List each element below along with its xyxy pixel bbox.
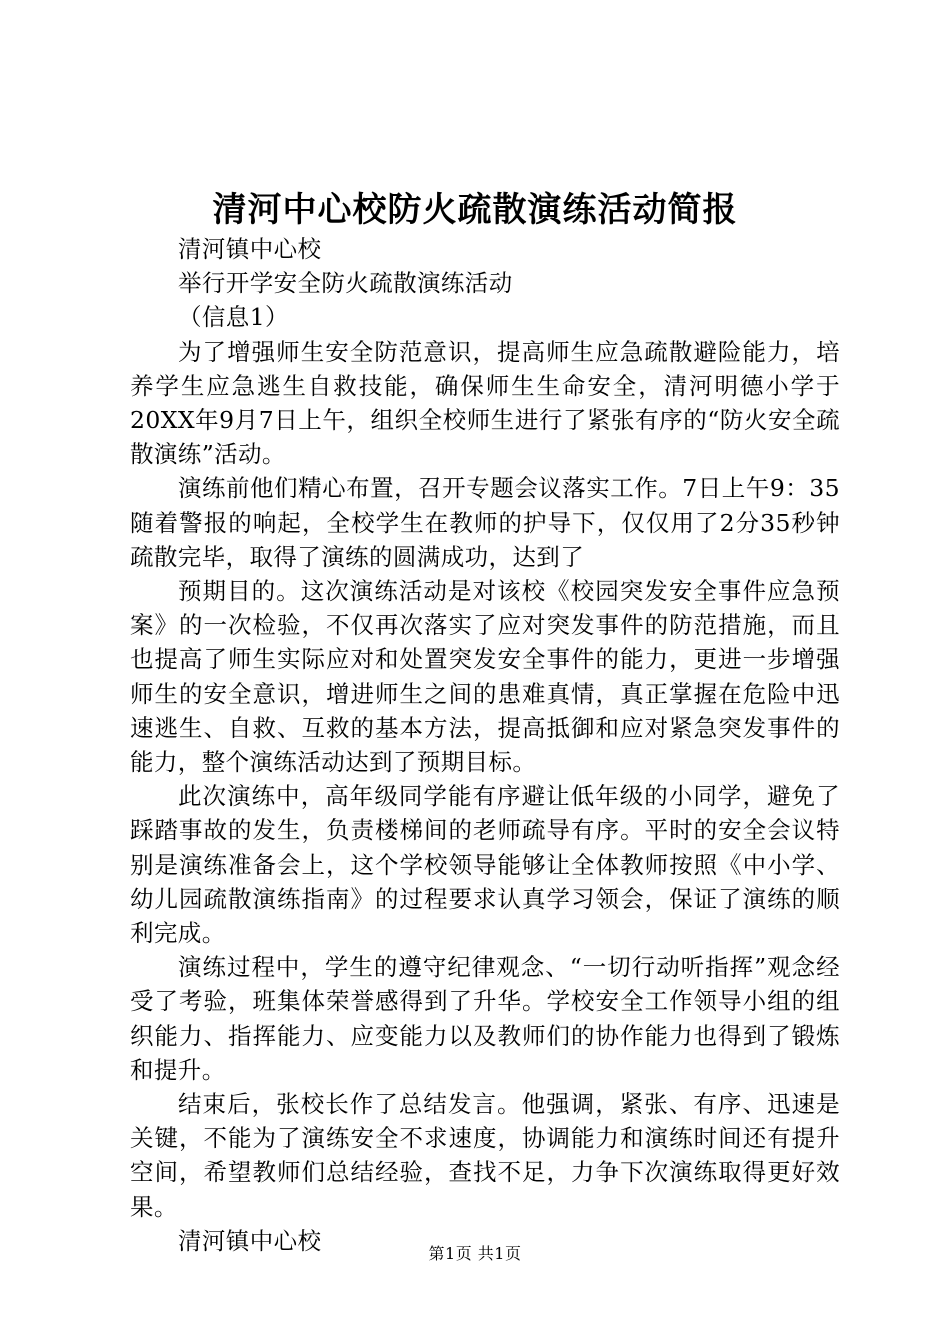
- paragraph-6: 结束后，张校长作了总结发言。他强调，紧张、有序、迅速是关键，不能为了演练安全不求速度，协调能力和演练时间还有提升空间，希望教师们总结经验，查找不足，力争下次演练取得更好效果。: [130, 1090, 840, 1221]
- header-line-info: （信息1）: [178, 303, 289, 332]
- paragraph-5: 演练过程中，学生的遵守纪律观念、“一切行动听指挥”观念经受了考验，班集体荣誉感得到了升华。学校安全工作领导小组的组织能力、指挥能力、应变能力以及教师们的协作能力也得到了锻炼和提升。: [130, 953, 840, 1084]
- signature: 清河镇中心校: [178, 1226, 322, 1255]
- paragraph-1: 为了增强师生安全防范意识，提高师生应急疏散避险能力，培养学生应急逃生自救技能，确保师生生命安全，清河明德小学于20XX年9月7日上午，组织全校师生进行了紧张有序的“防火安全疏散演练”活动。: [130, 337, 840, 469]
- document-body: [130, 232, 840, 1258]
- header-line-event: 举行开学安全防火疏散演练活动: [178, 269, 513, 298]
- paragraph-4: 此次演练中，高年级同学能有序避让低年级的小同学，避免了踩踏事故的发生，负责楼梯间的老师疏导有序。平时的安全会议特别是演练准备会上，这个学校领导能够让全体教师按照《中小学、幼儿园疏散演练指南》的过程要求认真学习领会，保证了演练的顺利完成。: [130, 782, 840, 948]
- page-number-footer: 第1页 共1页: [428, 1244, 522, 1263]
- header-line-school: 清河镇中心校: [178, 235, 322, 263]
- paragraph-2: 演练前他们精心布置，召开专题会议落实工作。7日上午9：35随着警报的响起，全校学生在教师的护导下，仅仅用了2分35秒钟疏散完毕，取得了演练的圆满成功，达到了: [130, 474, 840, 571]
- document-title: 清河中心校防火疏散演练活动简报: [212, 190, 738, 230]
- paragraph-3: 预期目的。这次演练活动是对该校《校园突发安全事件应急预案》的一次检验，不仅再次落实了应对突发事件的防范措施，而且也提高了师生实际应对和处置突发安全事件的能力，更进一步增强师生的安全意识，增进师生之间的患难真情，真正掌握在危险中迅速逃生、自救、互救的基本方法，提高抵御和应对紧急突发事件的能力，整个演练活动达到了预期目标。: [130, 577, 840, 777]
